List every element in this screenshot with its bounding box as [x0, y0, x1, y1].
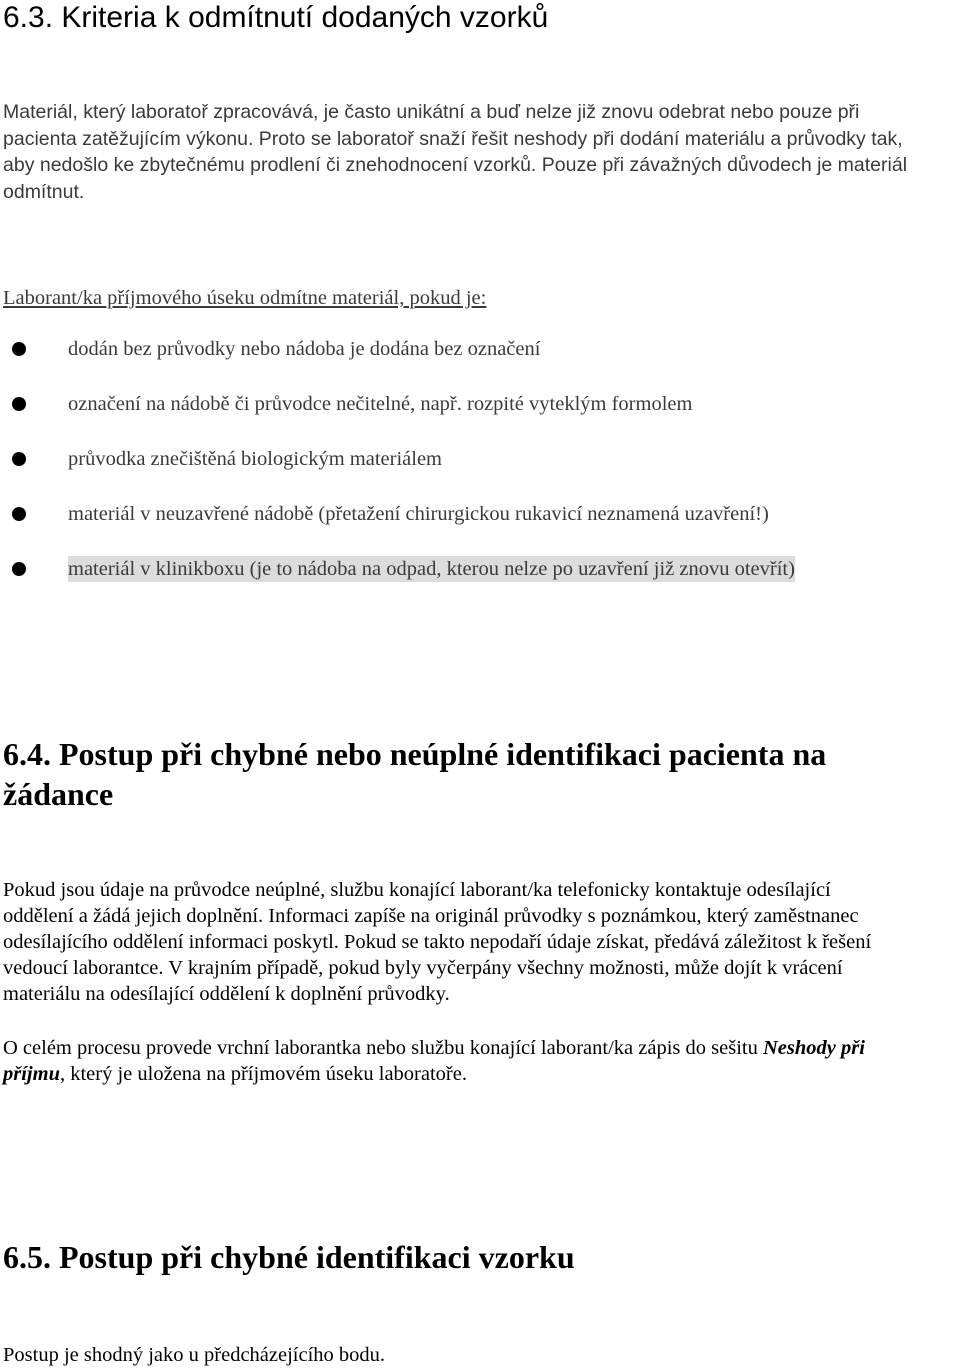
- para2-text: , který je uložena na příjmovém úseku laboratoře.: [59, 1063, 467, 1085]
- bullet-icon: [12, 397, 26, 411]
- intro-line-2: pacienta zatěžujícím výkonu. Proto se laboratoř snaží řešit neshody při dodání materiálu a průvodky tak,: [3, 128, 903, 150]
- list-item-text: materiál v neuzavřené nádobě (přetažení chirurgickou rukavicí neznamená uzavření!): [68, 503, 769, 525]
- list-item-text: označení na nádobě či průvodce nečitelné, např. rozpité vyteklým formolem: [68, 393, 693, 415]
- bullet-icon: [12, 452, 26, 466]
- para1-line-5: materiálu na odesílající oddělení k doplnění průvodky.: [3, 983, 450, 1005]
- bullet-icon: [12, 342, 26, 356]
- intro-line-1: Materiál, který laboratoř zpracovává, je často unikátní a buď nelze již znovu odebrat nebo pouze při: [3, 101, 860, 123]
- intro-line-4: odmítnut.: [3, 181, 85, 203]
- section-6-3-title: 6.3. Kriteria k odmítnutí dodaných vzorků: [3, 1, 549, 34]
- section-6-5-text: Postup je shodný jako u předcházejícího bodu.: [3, 1344, 386, 1366]
- para1-line-2: oddělení a žádá jejich doplnění. Informaci zapíše na originál průvodky s poznámkou, který zaměstnanec: [3, 905, 859, 927]
- logbook-name-part-1: Neshody při: [762, 1037, 865, 1059]
- para1-line-4: vedoucí laborantce. V krajním případě, pokud byly vyčerpány všechny možnosti, může dojít k vrácení: [3, 957, 843, 979]
- intro-line-3: aby nedošlo ke zbytečnému prodlení či znehodnocení vzorků. Pouze při závažných důvodech je materiál: [3, 154, 908, 176]
- logbook-name-part-2: příjmu: [3, 1063, 60, 1085]
- para2-line-1: [3, 1035, 865, 1061]
- list-item-text: průvodka znečištěná biologickým materiálem: [68, 448, 442, 470]
- section-6-4-title-line-1: 6.4. Postup při chybné nebo neúplné identifikaci pacienta na: [3, 736, 827, 772]
- para1-line-1: Pokud jsou údaje na průvodce neúplné, službu konající laborant/ka telefonicky kontaktuje odesílající: [3, 879, 831, 901]
- list-item-text-highlighted: materiál v klinikboxu (je to nádoba na odpad, kterou nelze po uzavření již znovu otevřít): [68, 558, 795, 580]
- para2-text: O celém procesu provede vrchní laborantka nebo službu konající laborant/ka zápis do sešitu: [3, 1037, 763, 1059]
- section-6-5-title: 6.5. Postup při chybné identifikaci vzorku: [3, 1239, 575, 1275]
- para1-line-3: odesílajícího oddělení informaci poskytl. Pokud se takto nepodaří údaje získat, předává záležitost k řešení: [3, 931, 872, 953]
- bullet-icon: [12, 562, 26, 576]
- section-6-4-title-line-2: žádance: [3, 776, 114, 812]
- bullet-icon: [12, 507, 26, 521]
- list-item-text: dodán bez průvodky nebo nádoba je dodána bez označení: [68, 338, 541, 360]
- para2-line-2: [3, 1061, 467, 1087]
- rejection-heading: Laborant/ka příjmového úseku odmítne materiál, pokud je:: [3, 287, 487, 309]
